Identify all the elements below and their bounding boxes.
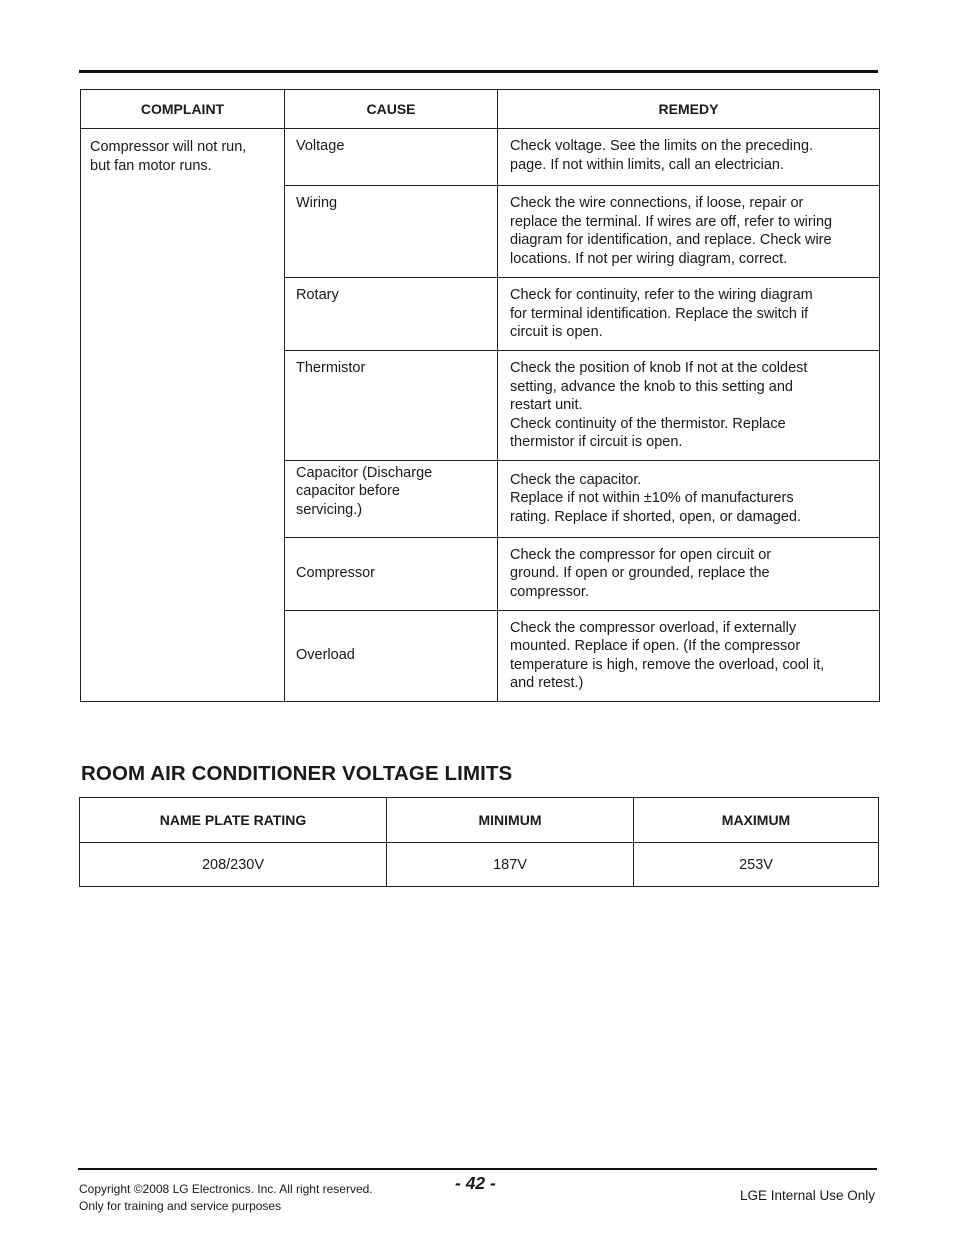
cause-cell: Voltage xyxy=(285,129,498,186)
remedy-cell: Check voltage. See the limits on the preceding. page. If not within limits, call an electrician. xyxy=(498,129,880,186)
voltage-limits-header-row xyxy=(80,798,879,843)
table-row xyxy=(81,129,880,186)
voltage-limits-table xyxy=(79,797,879,887)
section-title: ROOM AIR CONDITIONER VOLTAGE LIMITS xyxy=(81,762,513,785)
maximum-cell: 253V xyxy=(634,843,879,887)
copyright-text: Copyright ©2008 LG Electronics. Inc. All right reserved. xyxy=(79,1182,373,1196)
rating-cell: 208/230V xyxy=(80,843,387,887)
cause-cell: Rotary xyxy=(285,278,498,351)
remedy-cell: Check the compressor for open circuit or ground. If open or grounded, replace the compressor. xyxy=(498,537,880,610)
training-text: Only for training and service purposes xyxy=(79,1199,282,1213)
remedy-cell: Check the position of knob If not at the coldest setting, advance the knob to this setting and restart unit. Check continuity of the thermistor. Replace thermistor if circuit is open. xyxy=(498,351,880,461)
cause-header: CAUSE xyxy=(285,90,498,129)
maximum-header: MAXIMUM xyxy=(634,798,879,843)
troubleshooting-header-row xyxy=(81,90,880,129)
cause-cell: Wiring xyxy=(285,186,498,278)
bottom-rule xyxy=(78,1168,877,1170)
table-row xyxy=(80,843,879,887)
cause-cell: Overload xyxy=(285,610,498,701)
top-rule xyxy=(79,70,878,73)
troubleshooting-table xyxy=(80,89,880,702)
complaint-cell: Compressor will not run, but fan motor runs. xyxy=(81,129,285,702)
rating-header: NAME PLATE RATING xyxy=(80,798,387,843)
remedy-cell: Check the compressor overload, if externally mounted. Replace if open. (If the compressor temperature is high, remove the overload, cool it, and retest.) xyxy=(498,610,880,701)
cause-cell: Thermistor xyxy=(285,351,498,461)
complaint-header: COMPLAINT xyxy=(81,90,285,129)
remedy-cell: Check the wire connections, if loose, repair or replace the terminal. If wires are off, refer to wiring diagram for identification, and replace. Check wire locations. If not per wiring diagram, correct. xyxy=(498,186,880,278)
internal-use-label: LGE Internal Use Only xyxy=(739,1188,875,1203)
page-number: - 42 - xyxy=(455,1173,496,1193)
remedy-cell: Check for continuity, refer to the wiring diagram for terminal identification. Replace the switch if circuit is open. xyxy=(498,278,880,351)
minimum-cell: 187V xyxy=(387,843,634,887)
remedy-header: REMEDY xyxy=(498,90,880,129)
minimum-header: MINIMUM xyxy=(387,798,634,843)
copyright-block xyxy=(79,1181,373,1215)
cause-cell: Compressor xyxy=(285,537,498,610)
cause-cell: Capacitor (Discharge capacitor before servicing.) xyxy=(285,460,498,537)
remedy-cell: Check the capacitor. Replace if not within ±10% of manufacturers rating. Replace if shorted, open, or damaged. xyxy=(498,460,880,537)
